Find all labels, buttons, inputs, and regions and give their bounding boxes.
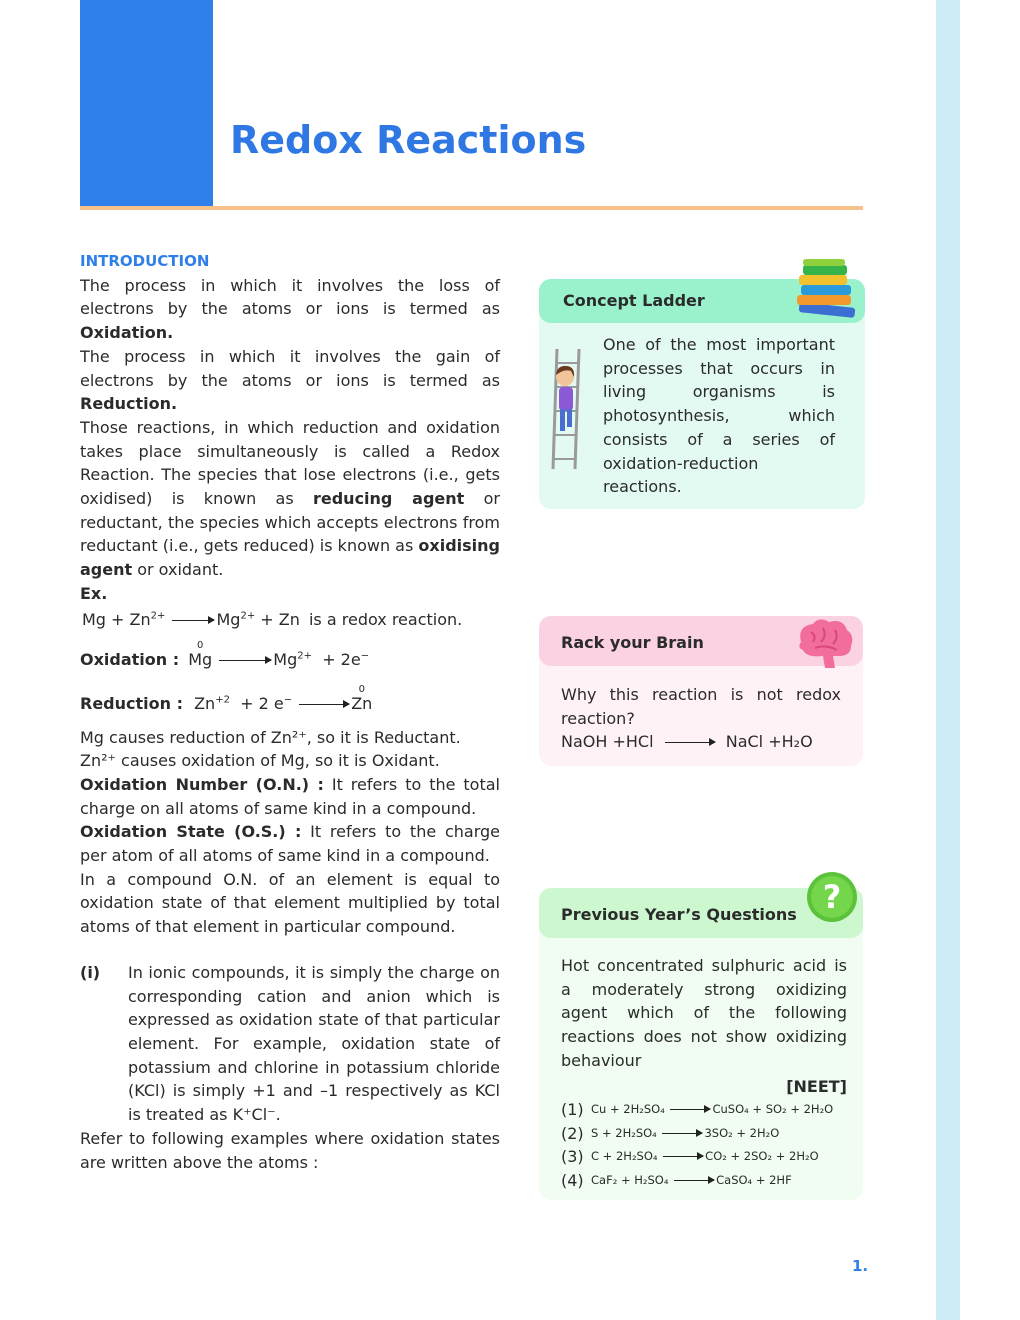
reducing-agent-term: reducing agent: [312, 489, 465, 509]
rack-your-brain-body: [561, 683, 841, 754]
oxidation-reaction: Mg 0 $Mg^{2+} + 2e^-$: [188, 639, 370, 669]
reaction-arrow: [299, 704, 349, 705]
concept-ladder-box: [539, 279, 865, 509]
option-number: (4): [561, 1170, 584, 1190]
svg-text:?: ?: [822, 878, 842, 916]
example-label: Ex.: [80, 583, 108, 603]
concept-ladder-text: One of the most important processes that occurs in living organisms is photosynthesis, which consists of a series of oxidation-reduction reactions.: [603, 335, 835, 497]
reduction-term: Reduction.: [80, 394, 178, 414]
reaction-reactants: NaOH +HCl: [561, 732, 654, 752]
oxidising-agent-term: oxidising agent: [80, 536, 500, 580]
option-rhs: CO₂ + 2SO₂ + 2H₂O: [705, 1149, 819, 1164]
example-equation: [82, 608, 500, 630]
main-text-column: [80, 250, 500, 1174]
reduction-label: Reduction :: [80, 693, 183, 713]
concept-ladder-header: [539, 279, 865, 323]
reaction-arrow: [674, 1180, 714, 1181]
list-item: [80, 961, 500, 1127]
neet-tag: [NEET]: [786, 1076, 847, 1096]
pyq-option[interactable]: [561, 1122, 847, 1146]
redox-text-b: or reductant, the species which accepts electrons from reductant (i.e., gets reduced) is known as: [80, 489, 501, 556]
pyq-question: Hot concentrated sulphuric acid is a moderately strong oxidizing agent which of the following reactions does not show oxidizing behaviour: [561, 956, 847, 1070]
reduction-reaction: $Zn^{+2} + 2$ e− Zn 0: [194, 683, 373, 713]
redox-definition: [80, 416, 500, 582]
redox-text-a: Those reactions, in which reduction and oxidation takes place simultaneously is called a Redox Reaction. The species that lose electrons (i.e., gets oxidised) is known as: [80, 417, 500, 509]
reaction-arrow: [219, 660, 271, 661]
oxidation-state-def: [80, 820, 500, 867]
rack-your-brain-box: [539, 616, 863, 766]
list-item-text: In ionic compounds, it is simply the charge on corresponding cation and anion which is expressed as oxidation state of that particular element. For example, oxidation state of potassium and chlorine in potassium chloride (KCl) is simply +1 and –1 respectively as KCl is treated as K⁺Cl⁻.: [128, 962, 500, 1125]
rack-your-brain-reaction: [561, 730, 841, 754]
reaction-arrow: [172, 620, 214, 621]
pyq-option[interactable]: [561, 1145, 847, 1169]
option-lhs: Cu + 2H₂SO₄: [591, 1102, 665, 1117]
option-lhs: C + 2H₂SO₄: [591, 1149, 658, 1164]
page-number: 1.: [852, 1257, 869, 1275]
option-number: (2): [561, 1123, 584, 1143]
reduction-definition: [80, 345, 500, 416]
option-lhs: CaF₂ + H₂SO₄: [591, 1172, 669, 1187]
reaction-arrow: [663, 1156, 703, 1157]
reduction-def-text: The process in which it involves the gain of electrons by the atoms or ions is termed as: [80, 346, 500, 390]
oxidation-state-text: It refers to the charge per atom of all atoms of same kind in a compound.: [80, 822, 500, 866]
example-suffix: is a redox reaction.: [308, 609, 463, 629]
option-rhs: CaSO₄ + 2HF: [716, 1172, 792, 1187]
option-number: (1): [561, 1100, 584, 1120]
previous-year-questions-box: [539, 878, 863, 1200]
pyq-option[interactable]: [561, 1169, 847, 1193]
pyq-body: [561, 954, 847, 1192]
oxidation-equation: [80, 639, 500, 670]
chapter-title: Redox Reactions: [230, 118, 587, 162]
chapter-color-block: [80, 0, 213, 206]
reaction-products: NaCl +H₂O: [725, 732, 813, 752]
option-number: (3): [561, 1147, 584, 1167]
title-underline: [80, 206, 863, 210]
oxidation-definition: [80, 274, 500, 345]
concept-ladder-title: Concept Ladder: [563, 291, 705, 310]
compound-paragraph: In a compound O.N. of an element is equal to oxidation state of that element multiplied by total atoms of that element in particular compound.: [80, 869, 500, 937]
ladder-girl-icon: [549, 347, 593, 471]
oxidation-label: Oxidation :: [80, 649, 180, 669]
oxidation-state-term: Oxidation State (O.S.) :: [80, 822, 302, 842]
oxidant-line: Zn²⁺ causes oxidation of Mg, so it is Oxidant.: [80, 751, 440, 771]
reaction-arrow: [670, 1109, 710, 1110]
oxidation-term: Oxidation.: [80, 323, 174, 343]
books-icon: [791, 259, 861, 323]
list-item-number: (i): [80, 962, 101, 982]
redox-text-c: or oxidant.: [132, 560, 224, 580]
reductant-line: Mg causes reduction of Zn²⁺, so it is Reductant.: [80, 727, 461, 747]
pyq-title: Previous Year’s Questions: [561, 905, 797, 924]
option-reaction: [591, 1098, 833, 1122]
oxidation-number-def: [80, 773, 500, 820]
oxidation-def-text: The process in which it involves the loss of electrons by the atoms or ions is termed as: [80, 275, 500, 319]
reduction-equation: [80, 683, 500, 714]
pyq-option[interactable]: [561, 1098, 847, 1122]
refer-paragraph: Refer to following examples where oxidation states are written above the atoms :: [80, 1128, 500, 1172]
option-rhs: 3SO₂ + 2H₂O: [704, 1125, 780, 1140]
option-lhs: S + 2H₂SO₄: [591, 1125, 657, 1140]
question-mark-icon: [805, 870, 859, 924]
option-reaction: [591, 1145, 819, 1169]
example-reaction: $Mg + Zn^{2+}$ $Mg^{2+} + Zn$: [82, 609, 300, 629]
brain-icon: [793, 616, 857, 670]
intro-heading: INTRODUCTION: [80, 252, 210, 270]
right-margin-strip: [936, 0, 960, 1320]
rack-your-brain-question: Why this reaction is not redox reaction?: [561, 685, 841, 728]
oxidation-number-term: Oxidation Number (O.N.) :: [80, 774, 324, 794]
reaction-arrow: [665, 742, 715, 743]
pyq-header: [539, 878, 863, 938]
rack-your-brain-header: [539, 616, 863, 666]
oxidation-number-text: It refers to the total charge on all atoms of same kind in a compound.: [80, 774, 500, 818]
rack-your-brain-title: Rack your Brain: [561, 633, 704, 652]
option-rhs: CuSO₄ + SO₂ + 2H₂O: [712, 1102, 834, 1117]
option-reaction: [591, 1169, 792, 1193]
option-reaction: [591, 1122, 779, 1146]
reaction-arrow: [662, 1133, 702, 1134]
